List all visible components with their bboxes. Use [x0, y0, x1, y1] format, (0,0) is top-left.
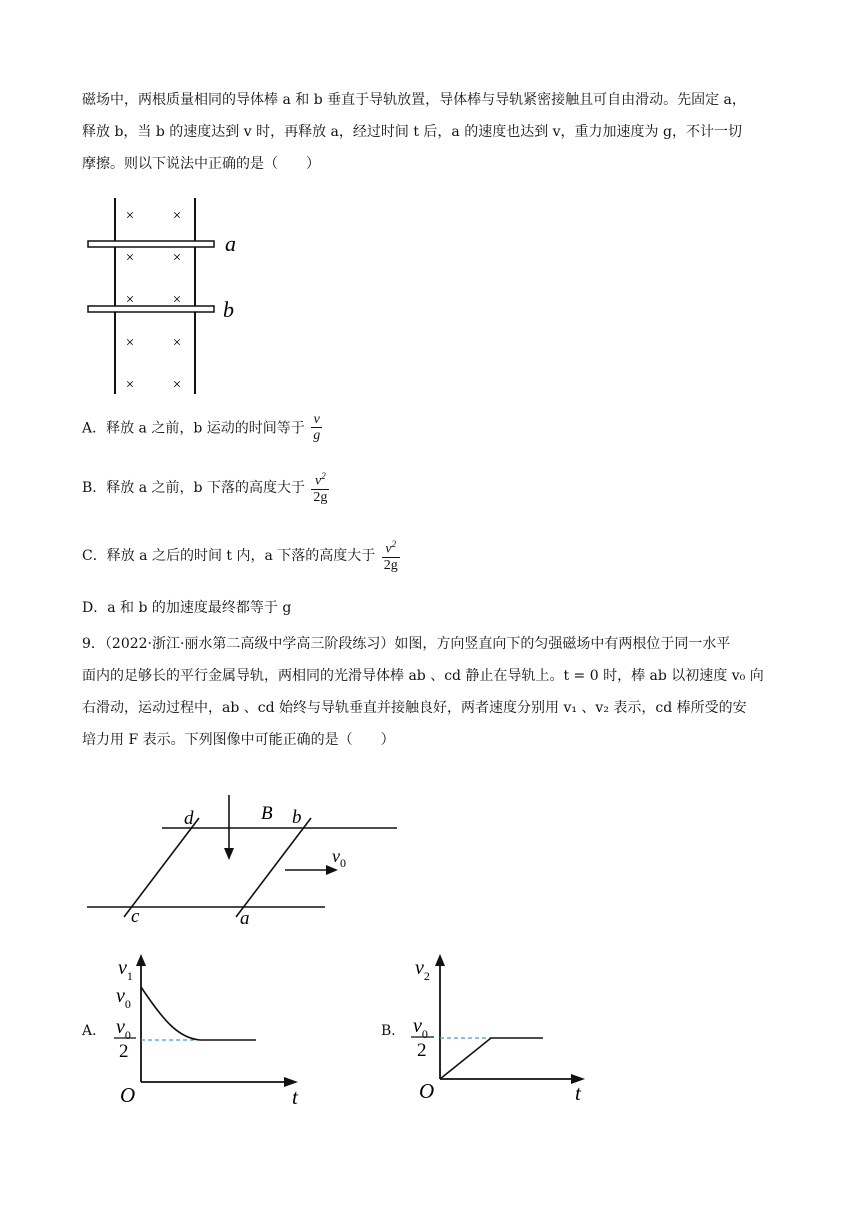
label-b: b [292, 807, 302, 828]
q8-option-a-den-var: g [313, 428, 321, 443]
rod-a [88, 241, 214, 247]
label-c: c [131, 906, 140, 927]
q9-stem-line1: 9．（2022·浙江·丽水第二高级中学高三阶段练习）如图，方向竖直向下的匀强磁场中有两根位于同一水平 [82, 636, 731, 652]
half-value-numerator: $v_0$ [116, 1016, 131, 1042]
q8-option-b-num-exp: 2 [321, 471, 326, 481]
q8-stem [82, 84, 782, 180]
y-axis-arrow [435, 954, 445, 966]
label-B: B [261, 803, 273, 824]
q8-option-a-numerator: v [311, 412, 322, 428]
rod-b-label: b [223, 297, 234, 322]
label-v0: $v_0$ [332, 846, 346, 870]
rod-b [88, 306, 214, 312]
y-axis-arrow [136, 954, 146, 966]
field-mark: × [172, 377, 182, 393]
q8-option-c-fraction [382, 537, 400, 573]
rod-ab [236, 818, 311, 917]
q8-option-b [82, 469, 329, 505]
half-value-denominator: 2 [417, 1040, 427, 1061]
half-value-denominator: 2 [119, 1041, 129, 1062]
field-mark: × [125, 250, 135, 266]
rod-cd [124, 818, 199, 917]
origin-label: O [120, 1083, 136, 1107]
rod-a-label: a [225, 231, 236, 256]
q8-option-b-fraction [311, 469, 329, 505]
label-d: d [184, 808, 194, 829]
v2-line [440, 1038, 543, 1079]
label-a: a [240, 908, 250, 929]
q9-option-a-label: A． [82, 1023, 107, 1039]
half-value-numerator: $v_0$ [413, 1015, 428, 1041]
q8-option-c-denominator: 2g [383, 557, 398, 573]
x-axis-label: t [292, 1085, 298, 1107]
q9-graph-b [405, 952, 605, 1107]
q8-stem-line2: 释放 b，当 b 的速度达到 v 时，再释放 a，经过时间 t 后，a 的速度也达到 v，重力加速度为 g，不计一切 [82, 124, 742, 140]
origin-label: O [419, 1079, 435, 1103]
field-mark: × [125, 377, 135, 393]
field-mark: × [125, 335, 135, 351]
field-arrow-head [224, 848, 234, 860]
q8-option-a-denominator [311, 428, 322, 443]
q8-stem-line1: 磁场中，两根质量相同的导体棒 a 和 b 垂直于导轨放置，导体棒与导轨紧密接触且可自由滑动。先固定 a， [82, 92, 746, 108]
q8-option-a [82, 412, 322, 443]
start-value-label: $v_0$ [116, 985, 131, 1011]
q9-stem-line3: 右滑动，运动过程中，ab 、cd 始终与导轨垂直并接触良好，两者速度分别用 v₁ 、v₂ 表示，cd 棒所受的安 [82, 700, 747, 716]
field-mark: × [172, 208, 182, 224]
q8-rails-figure [82, 196, 252, 396]
field-mark: × [172, 250, 182, 266]
q9-stem [82, 628, 782, 756]
field-mark: × [172, 292, 182, 308]
q8-option-c [82, 537, 400, 573]
x-axis-label: t [575, 1081, 581, 1105]
q8-option-b-num-var: v [315, 473, 322, 489]
q8-option-c-numerator [382, 537, 400, 558]
q8-stem-line3: 摩擦。则以下说法中正确的是（ ） [82, 156, 320, 172]
y-axis-label: $v_1$ [118, 957, 133, 983]
q8-option-b-denominator: 2g [313, 489, 328, 505]
q8-option-b-numerator [311, 469, 329, 490]
q8-option-c-num-exp: 2 [391, 539, 397, 549]
velocity-arrow-head [326, 865, 338, 875]
q8-option-d: D．a 和 b 的加速度最终都等于 g [82, 600, 292, 616]
q8-option-a-fraction [311, 412, 322, 443]
q8-option-b-text: B．释放 a 之前，b 下落的高度大于 [82, 479, 305, 496]
q9-stem-line2: 面内的足够长的平行金属导轨，两相同的光滑导体棒 ab 、cd 静止在导轨上。t = 0 时，棒 ab 以初速度 v₀ 向 [82, 668, 764, 684]
field-marks [126, 208, 181, 393]
v1-curve [141, 987, 256, 1040]
y-axis-label: $v_2$ [415, 957, 430, 983]
field-mark: × [125, 292, 135, 308]
q8-option-c-num-var: v [385, 541, 392, 557]
q8-option-a-text: A．释放 a 之前，b 运动的时间等于 [82, 420, 305, 437]
q9-option-b-label: B． [381, 1023, 406, 1039]
q9-rails-figure [82, 790, 412, 940]
q9-graph-a [108, 952, 323, 1107]
q9-stem-line4: 培力用 F 表示。下列图像中可能正确的是（ ） [82, 732, 395, 748]
field-mark: × [172, 335, 182, 351]
field-mark: × [125, 208, 135, 224]
q8-option-c-text: C．释放 a 之后的时间 t 内，a 下落的高度大于 [82, 547, 376, 564]
